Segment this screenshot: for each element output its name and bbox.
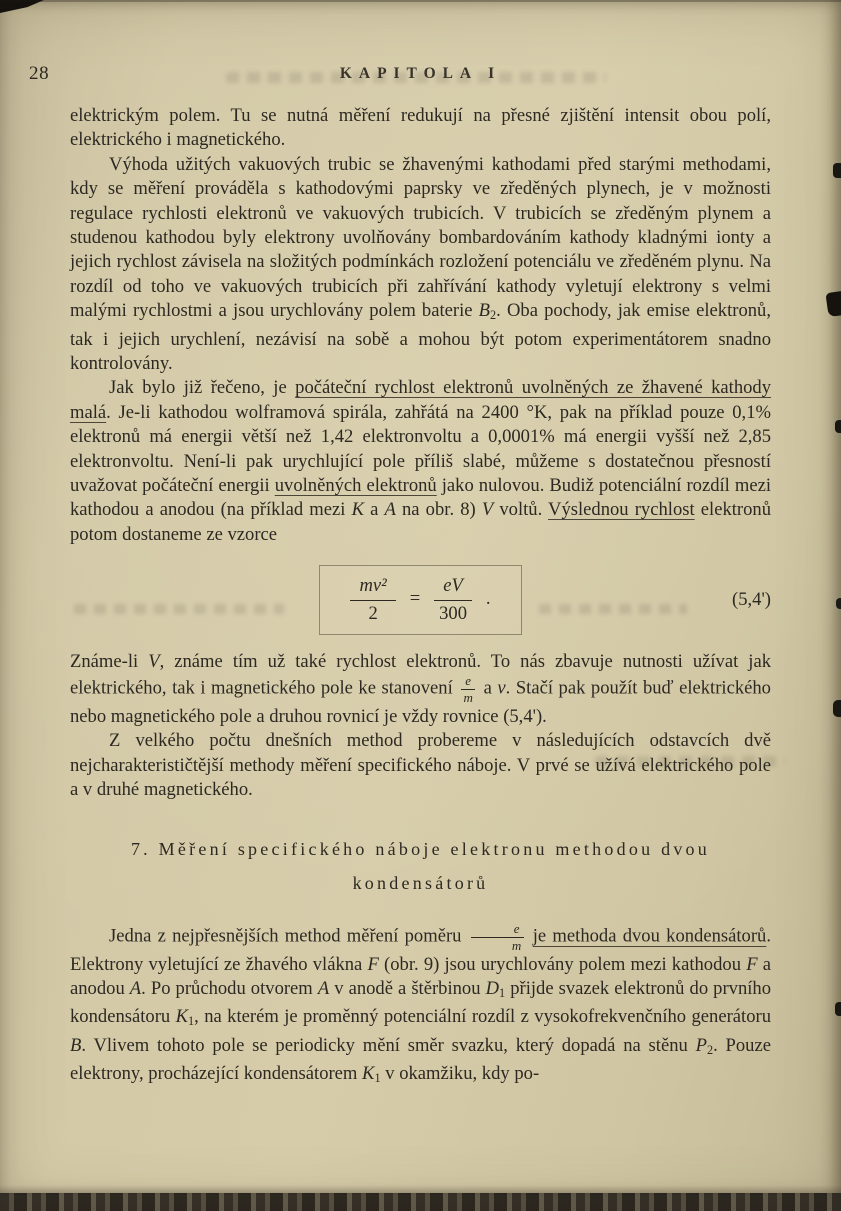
text-run: . Vlivem tohoto pole se periodicky mění směr svazku, který dopadá na stěnu (81, 1034, 696, 1056)
ink-mark (833, 700, 841, 717)
fraction-denominator: 2 (368, 602, 378, 624)
fraction-numerator: mv² (350, 575, 395, 600)
text-run: B (70, 1034, 82, 1056)
formula-period: . (485, 588, 491, 610)
text-run: A (129, 978, 142, 999)
ink-mark (836, 598, 841, 609)
paragraph (70, 376, 771, 547)
page-header (0, 0, 841, 90)
ink-mark (835, 420, 841, 433)
text-run: K (362, 1063, 375, 1085)
text-run: jako nulovou. Budiž potenciální rozdíl mezi kathodou a anodou (na příklad mezi (70, 475, 772, 521)
text-run: F (746, 953, 758, 975)
text-run: v anodě a štěrbinou (329, 978, 486, 999)
page-body (70, 104, 771, 1090)
text-run: , známe tím už také rychlost elektronů. To nás zbavuje nutnosti užívat jak elektrického, tak i magnetického pole ke stanovení (70, 651, 772, 699)
ink-mark (825, 291, 841, 317)
ink-mark (835, 1002, 841, 1016)
fraction-denominator: m (511, 937, 522, 953)
paragraph (70, 650, 771, 729)
text-run: Jedna z nejpřesnějších method měření poměru (109, 925, 468, 947)
text-run: V (148, 651, 160, 672)
fraction-numerator: eV (434, 575, 472, 600)
fraction-denominator: 300 (439, 602, 467, 624)
page-bottom-edge (0, 1193, 841, 1211)
equals-sign: = (409, 588, 421, 610)
text-run: V (481, 499, 494, 521)
text-run: Z velkého počtu dnešních method probereme v následujících odstavcích dvě nejcharakterističtější methody měření specifického náboje. V prvé se užívá elektrického pole a v druhé magnetického. (70, 730, 771, 800)
page-bottom-shadow (0, 1185, 841, 1195)
text-run: A (317, 978, 330, 999)
equation-number: (5,4') (732, 588, 771, 610)
text-run: uvolněných elektronů (274, 475, 437, 497)
text-run: . Stačí pak použít buď elektrického nebo magnetického pole a druhou rovnicí je vždy rovnice (5,4'). (70, 677, 771, 727)
page-number: 28 (29, 63, 50, 84)
text-run: F (367, 953, 379, 975)
text-run: počáteční rychlost elektronů uvolněných ze žhavené kathody malá (70, 377, 772, 423)
text-run: , na kterém je proměnný potenciální rozdíl z vysokofrekvenčního generátoru (194, 1006, 771, 1028)
section-heading: 7. Měření specifického náboje elektronu methodou dvou kondensátorů (130, 839, 711, 894)
text-run: A (384, 499, 396, 521)
text-run: je methoda dvou kondensátorů (532, 925, 767, 947)
paragraph (70, 153, 771, 377)
text-run: 1 (499, 985, 506, 1000)
text-run: na obr. 8) (395, 499, 482, 521)
text-run: 1 (374, 1070, 381, 1085)
text-run: v (497, 677, 506, 699)
text-run: B (478, 300, 491, 322)
text-run: . Pouze elektrony, procházející kondensátorem (70, 1034, 771, 1085)
text-run: . Elektrony vyletující ze žhavého vlákna (70, 925, 771, 975)
text-run: . Po průchodu otvorem (141, 978, 318, 999)
fraction-numerator: e (461, 674, 475, 690)
text-run: K (351, 499, 364, 521)
text-run: a anodou (70, 953, 771, 999)
text-run: Známe-li (70, 651, 149, 672)
fraction-numerator: e (471, 922, 524, 938)
text-run: . Oba pochody, jak emise elektronů, tak i jejich urychlení, nezávisí na sobě a mohou být potom experimentátorem snadno kontrolovány. (70, 300, 771, 374)
text-run: 2 (490, 308, 497, 323)
ink-mark (833, 163, 841, 178)
text-run: v okamžiku, kdy po- (380, 1063, 540, 1085)
text-run: Výslednou rychlost (548, 499, 695, 521)
text-run: elektrickým polem. Tu se nutná měření redukují na přesné zjištění intensit obou polí, elektrického i magnetického. (70, 105, 771, 151)
text-run: D (485, 978, 500, 999)
fraction-left (350, 575, 395, 624)
inline-fraction (461, 674, 475, 704)
text-run: . Je-li kathodou wolframová spirála, zahřátá na 2400 °K, pak na příklad pouze 0,1% elektronů má energii větší než 1,42 elektronvoltu a 0,0001% má energii vyšší než 2,85 elektronvoltu. Není-li pak urychlující pole příliš slabé, můžeme s dostatečnou přesností uvažovat počáteční energii (70, 401, 771, 497)
chapter-title: KAPITOLA I (339, 65, 502, 82)
fraction-right (434, 575, 472, 624)
text-run: a (478, 677, 498, 699)
inline-fraction (471, 922, 524, 952)
text-run: 2 (706, 1042, 714, 1057)
text-run: P (695, 1034, 707, 1056)
text-run: Výhoda užitých vakuových trubic se žhavenými kathodami před starými methodami, kdy se měření prováděla s kathodovými paprsky ve zředěných plynech, je v možnosti regulace rychlosti elektronů ve vakuových trubicích. V trubicích se zředěným plynem a studenou kathodou byly elektrony uvolňovány bombardováním kathody kladnými ionty a jejich rychlost závisela na složitých podmínkách rozložení potenciálu ve zředěném plynu. Na rozdíl od toho ve vakuových trubicích při zahřívání kathody vyletují elektrony s velmi malými rychlostmi a jsou urychlovány polem baterie (70, 153, 771, 322)
text-run: 1 (188, 1014, 195, 1029)
paragraph (70, 922, 771, 1090)
text-run: (obr. 9) jsou urychlovány polem mezi kathodou (378, 953, 747, 975)
text-run: elektronů potom dostaneme ze vzorce (70, 499, 771, 545)
paragraph (70, 104, 771, 153)
paragraph (70, 729, 771, 802)
text-run: voltů. (493, 499, 549, 521)
text-run: přijde svazek elektronů do prvního kondensátoru (70, 978, 772, 1028)
text-run: K (175, 1006, 188, 1028)
formula-box (319, 565, 521, 635)
text-run: a (363, 499, 385, 521)
fraction-denominator: m (463, 690, 473, 706)
text-run: Jak bylo již řečeno, je (109, 377, 296, 399)
display-formula (70, 565, 771, 635)
